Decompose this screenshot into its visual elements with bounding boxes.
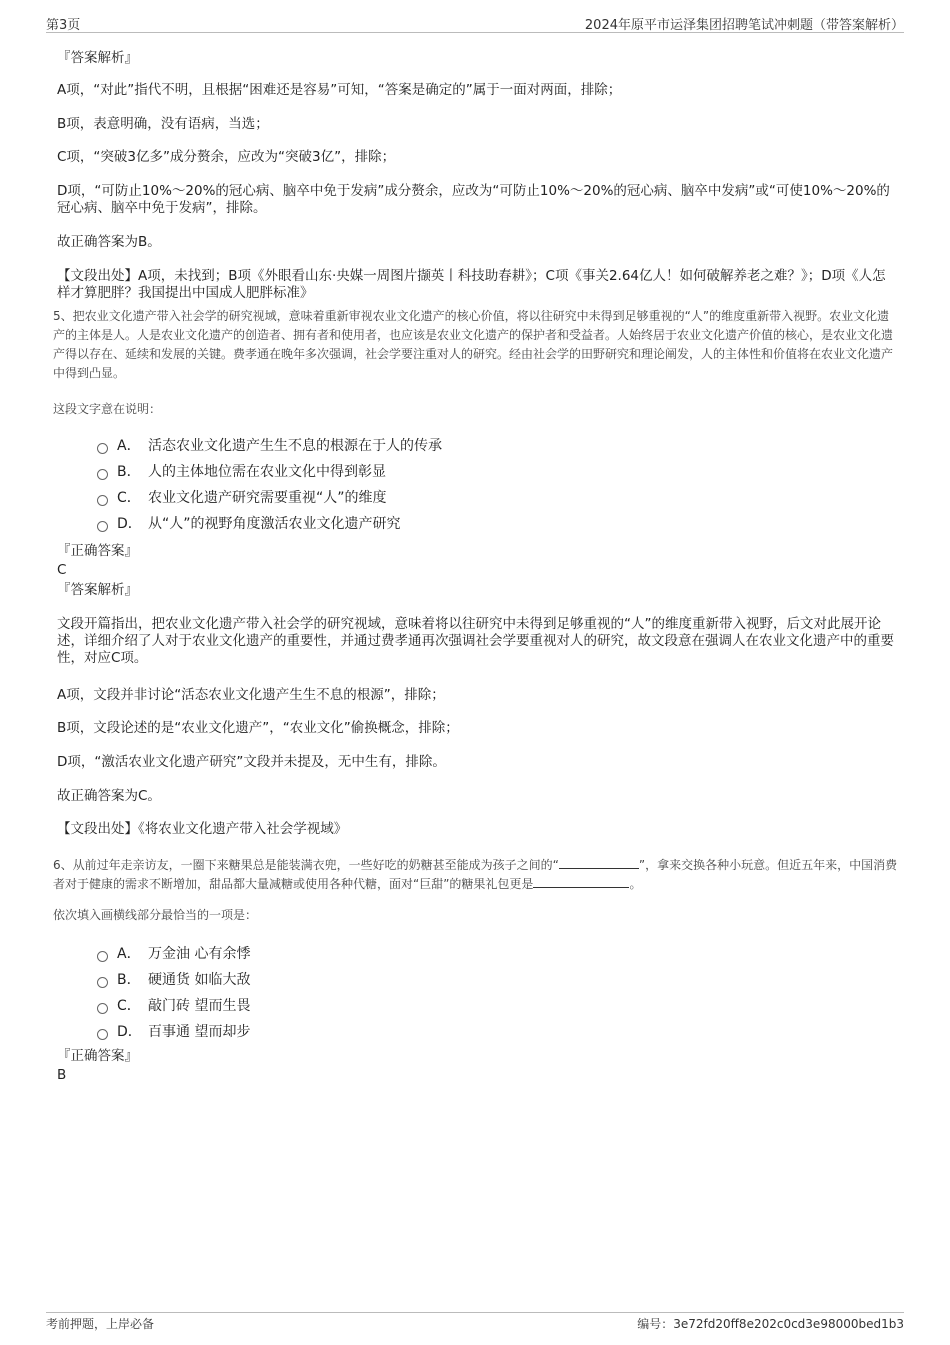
q6-prompt: 依次填入画横线部分最恰当的一项是： — [53, 908, 258, 922]
q5-prompt: 这段文字意在说明： — [53, 402, 162, 416]
radio-icon[interactable] — [97, 1003, 108, 1014]
fill-blank-1[interactable] — [559, 856, 639, 869]
q5-correct-title: 『正确答案』 — [57, 543, 138, 559]
q5-option-b[interactable]: B． 人的主体地位需在农业文化中得到彰显 — [97, 459, 697, 485]
q5-analysis-b: B项，文段论述的是“农业文化遗产”，“农业文化”偷换概念，排除； — [57, 720, 459, 736]
q5-analysis-title: 『答案解析』 — [57, 582, 138, 598]
q4-analysis-a: A项，“对此”指代不明，且根据“困难还是容易”可知，“答案是确定的”属于一面对两面，排除； — [57, 82, 622, 98]
q6-option-a[interactable]: A． 万金油 心有余悸 — [97, 941, 697, 967]
q4-analysis-c: C项，“突破3亿多”成分赘余，应改为“突破3亿”，排除； — [57, 149, 396, 165]
q6-correct-title: 『正确答案』 — [57, 1048, 138, 1064]
q6-option-d[interactable]: D． 百事通 望而却步 — [97, 1019, 697, 1045]
q5-options — [97, 433, 697, 537]
q4-analysis-title: 『答案解析』 — [57, 50, 138, 66]
q5-analysis: 文段开篇指出，把农业文化遗产带入社会学的研究视域，意味着将以往研究中未得到足够重视的“人”的维度重新带入视野，后文对此展开论述，详细介绍了人对于农业文化遗产的重要性，并通过费孝通再次强调社会学要重视对人的研究，故文段意在强调人在农业文化遗产中的重要性，对应C项。 — [57, 616, 894, 666]
footer-slogan: 考前押题，上岸必备 — [46, 1317, 155, 1331]
q6-option-b[interactable]: B． 硬通货 如临大敌 — [97, 967, 697, 993]
page-header — [46, 14, 904, 33]
radio-icon[interactable] — [97, 495, 108, 506]
q4-analysis-d: D项，“可防止10%～20%的冠心病、脑卒中免于发病”成分赘余，应改为“可防止10%～20%的冠心病、脑卒中发病”或“可使10%～20%的冠心病、脑卒中免于发病”，排除。 — [57, 183, 890, 216]
q6-options — [97, 941, 697, 1045]
document-title: 2024年原平市运泽集团招聘笔试冲刺题（带答案解析） — [584, 18, 904, 33]
q5-stem: 5、把农业文化遗产带入社会学的研究视域，意味着重新审视农业文化遗产的核心价值，将以往研究中未得到足够重视的“人”的维度重新带入视野。农业文化遗产的主体是人。人是农业文化遗产的创造者、拥有者和使用者，也应该是农业文化遗产的保护者和受益者。人始终居于农业文化遗产价值的核心，是农业文化遗产得以存在、延续和发展的关键。费孝通在晚年多次强调，社会学要注重对人的研究。经由社会学的田野研究和理论阐发，人的主体性和价值将在农业文化遗产中得到凸显。 — [53, 309, 894, 380]
q4-analysis-b: B项，表意明确，没有语病，当选； — [57, 116, 269, 132]
q5-analysis-a: A项，文段并非讨论“活态农业文化遗产生生不息的根源”，排除； — [57, 687, 445, 703]
q6-option-c[interactable]: C． 敲门砖 望而生畏 — [97, 993, 697, 1019]
fill-blank-2[interactable] — [533, 875, 629, 888]
q4-source: 【文段出处】A项，未找到；B项《外眼看山东·央媒一周图片撷英丨科技助春耕》；C项《事关2.64亿人！如何破解养老之难？》；D项《人怎样才算肥胖？我国提出中国成人肥胖标准》 — [57, 268, 886, 301]
q4-conclusion: 故正确答案为B。 — [57, 234, 161, 250]
radio-icon[interactable] — [97, 469, 108, 480]
radio-icon[interactable] — [97, 1029, 108, 1040]
radio-icon[interactable] — [97, 521, 108, 532]
radio-icon[interactable] — [97, 977, 108, 988]
q5-option-a[interactable]: A． 活态农业文化遗产生生不息的根源在于人的传承 — [97, 433, 697, 459]
q5-source: 【文段出处】《将农业文化遗产带入社会学视域》 — [57, 821, 348, 837]
q6-stem: 6、从前过年走亲访友，一圈下来糖果总是能装满衣兜，一些好吃的奶糖甚至能成为孩子之间的“ ”，拿来交换各种小玩意。但近五年来，中国消费者对于健康的需求不断增加，甜品都大量减糖或使用各种代糖，面对“巨甜”的糖果礼包更是 。 — [53, 858, 898, 891]
radio-icon[interactable] — [97, 443, 108, 454]
q5-option-d[interactable]: D． 从“人”的视野角度激活农业文化遗产研究 — [97, 511, 697, 537]
q5-analysis-d: D项，“激活农业文化遗产研究”文段并未提及，无中生有，排除。 — [57, 754, 446, 770]
q5-conclusion: 故正确答案为C。 — [57, 788, 161, 804]
q5-option-c[interactable]: C． 农业文化遗产研究需要重视“人”的维度 — [97, 485, 697, 511]
radio-icon[interactable] — [97, 951, 108, 962]
q6-correct-answer: B — [57, 1067, 67, 1083]
q5-correct-answer: C — [57, 562, 67, 578]
page-number: 第3页 — [46, 18, 81, 33]
footer-serial: 编号：3e72fd20ff8e202c0cd3e98000bed1b3 — [637, 1317, 904, 1331]
page-footer — [46, 1312, 904, 1331]
